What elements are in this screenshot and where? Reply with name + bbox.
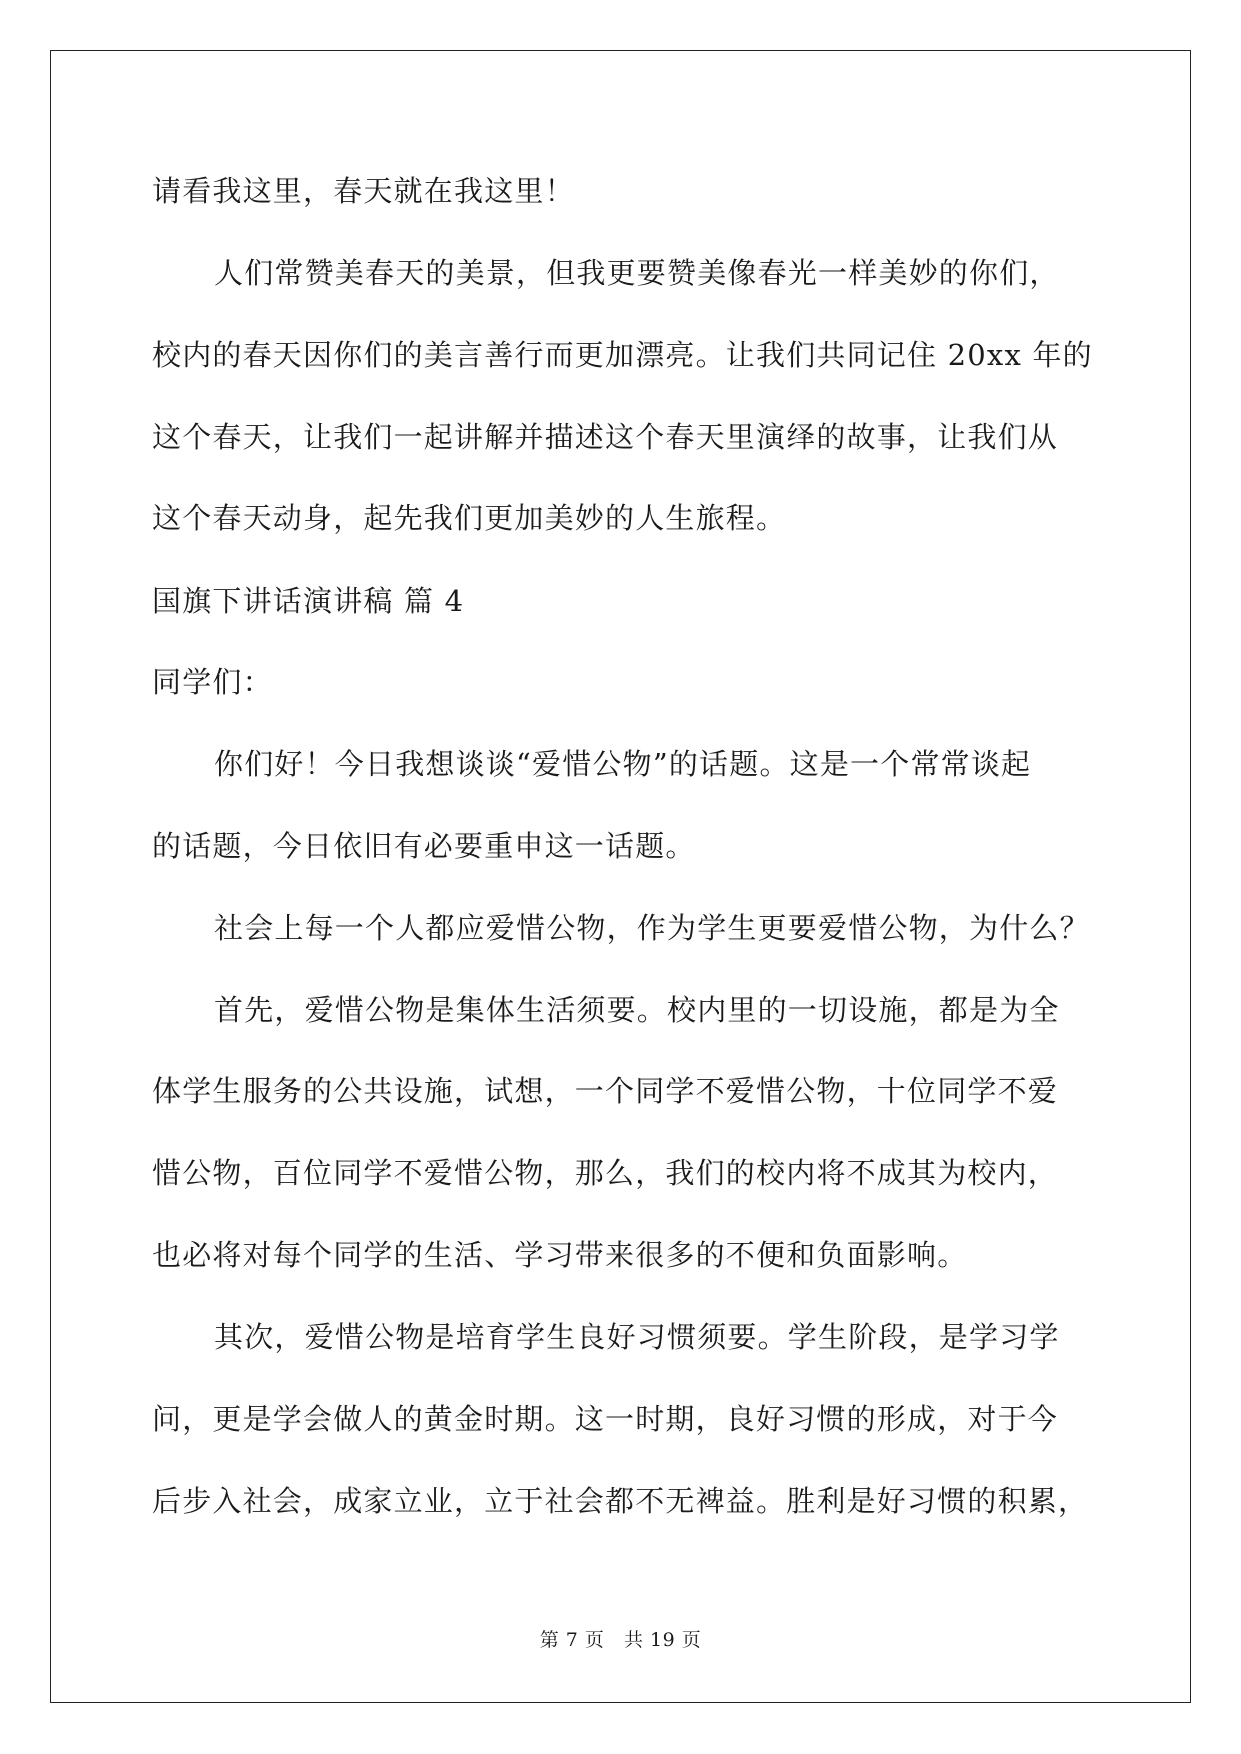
text-line: 后步入社会，成家立业，立于社会都不无裨益。胜利是好习惯的积累， (152, 1484, 1089, 1518)
text-line: 体学生服务的公共设施，试想，一个同学不爱惜公物，十位同学不爱 (152, 1074, 1059, 1108)
text-line: 问，更是学会做人的黄金时期。这一时期，良好习惯的形成，对于今 (152, 1402, 1059, 1436)
salutation: 同学们： (152, 665, 273, 699)
section-heading: 国旗下讲话演讲稿 篇 4 (152, 584, 465, 618)
page-border (50, 50, 1191, 1703)
text-line: 惜公物，百位同学不爱惜公物，那么，我们的校内将不成其为校内， (152, 1156, 1059, 1190)
text-line: 校内的春天因你们的美言善行而更加漂亮。让我们共同记住 20xx 年的 (152, 338, 1093, 372)
paragraph-line: 你们好！今日我想谈谈“爱惜公物”的话题。这是一个常常谈起 (214, 747, 1032, 781)
text-line: 这个春天动身，起先我们更加美妙的人生旅程。 (152, 501, 787, 535)
text-line: 这个春天，让我们一起讲解并描述这个春天里演绎的故事，让我们从 (152, 420, 1059, 454)
page-number-footer: 第 7 页 共 19 页 (539, 1629, 702, 1651)
text-line: 也必将对每个同学的生活、学习带来很多的不便和负面影响。 (152, 1238, 968, 1272)
paragraph-line: 社会上每一个人都应爱惜公物，作为学生更要爱惜公物，为什么？ (214, 911, 1090, 945)
paragraph-line: 人们常赞美春天的美景，但我更要赞美像春光一样美妙的你们， (214, 256, 1060, 290)
text-line: 的话题，今日依旧有必要重申这一话题。 (152, 829, 696, 863)
paragraph-line: 其次，爱惜公物是培育学生良好习惯须要。学生阶段，是学习学 (214, 1320, 1060, 1354)
paragraph-line: 首先，爱惜公物是集体生活须要。校内里的一切设施，都是为全 (214, 993, 1060, 1027)
text-line: 请看我这里，春天就在我这里！ (152, 174, 575, 208)
